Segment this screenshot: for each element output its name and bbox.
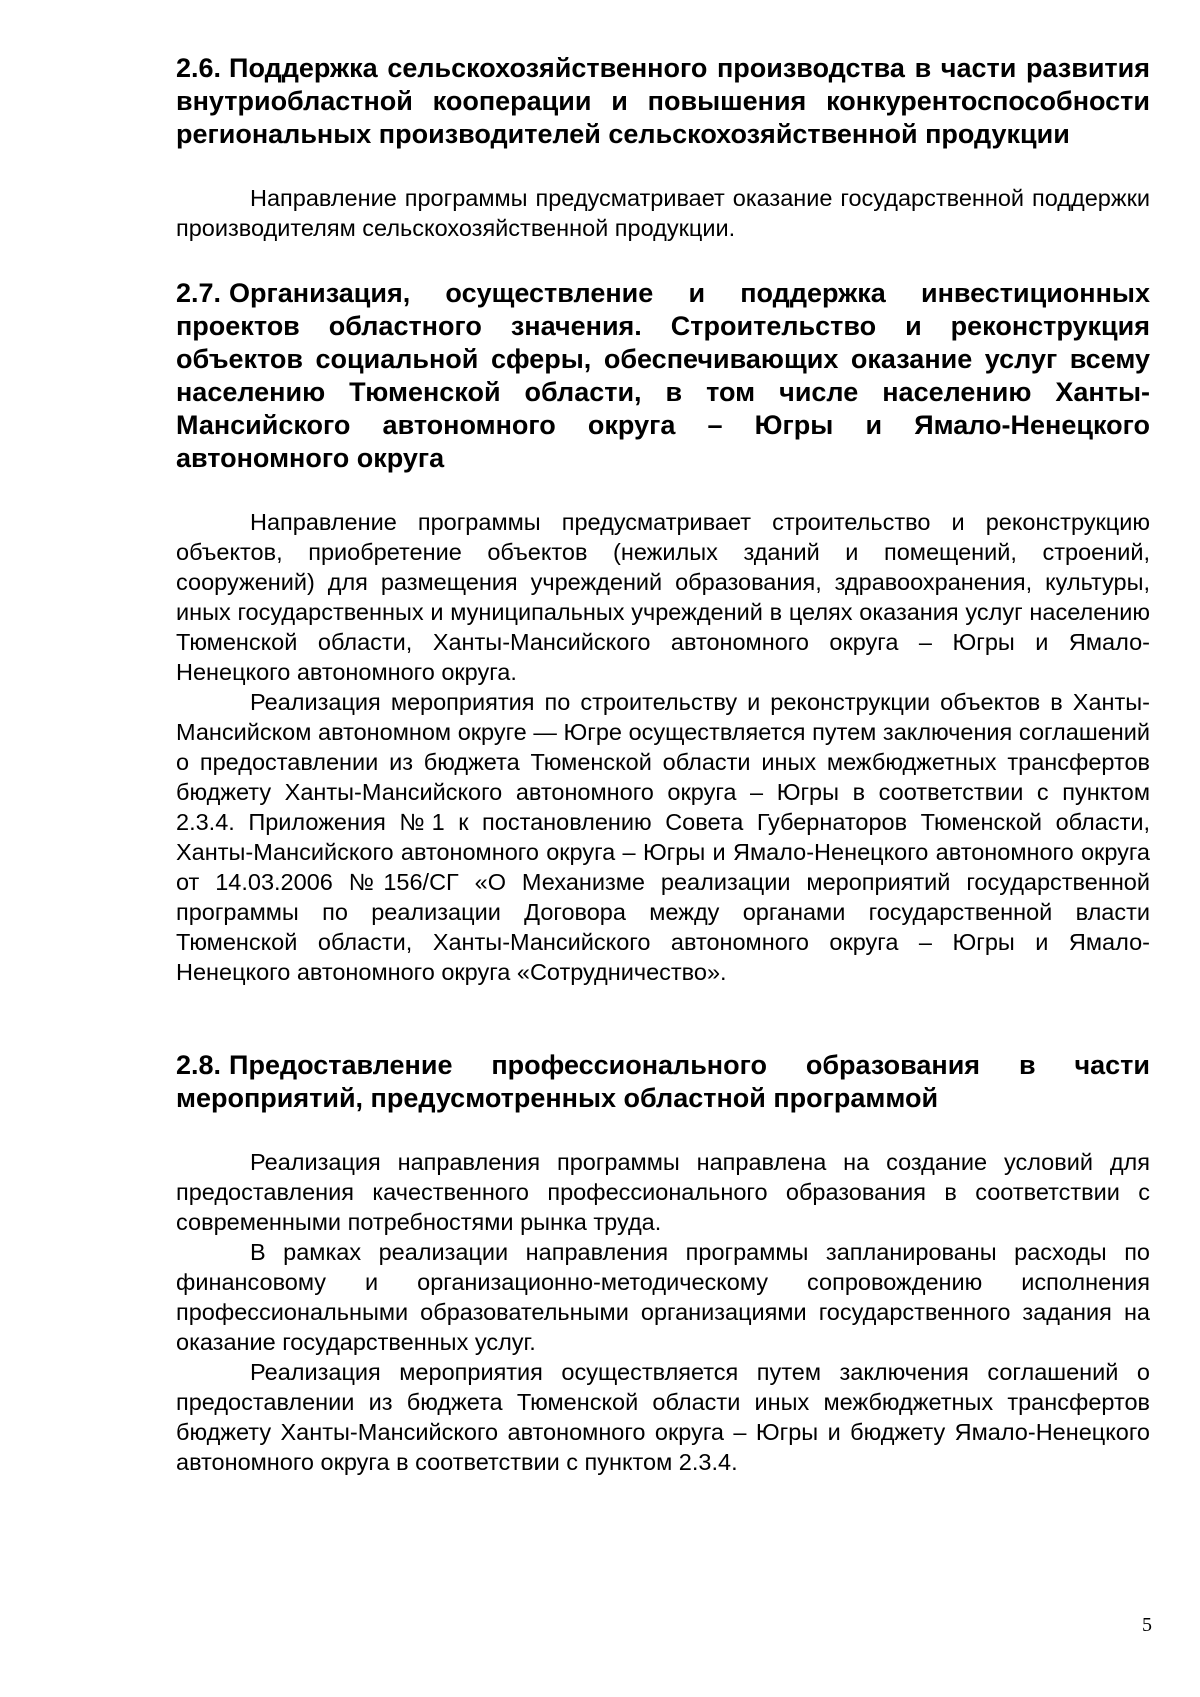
section-2-6-title bbox=[176, 52, 1150, 151]
paragraph: В рамках реализации направления программы запланированы расходы по финансовому и организационно-методическому сопровождению исполнения профессиональными образовательными организациями государственного задания на оказание государственных услуг. bbox=[176, 1239, 1150, 1355]
paragraph: Направление программы предусматривает строительство и реконструкцию объектов, приобретение объектов (нежилых зданий и помещений, строений, сооружений) для размещения учреждений образования, здравоохранения, культуры, иных государственных и муниципальных учреждений в целях оказания услуг населению Тюменской области, Ханты-Мансийского автономного округа – Югры и Ямало-Ненецкого автономного округа. bbox=[176, 509, 1150, 685]
page-number: 5 bbox=[1142, 1614, 1152, 1636]
section-number: 2.8. bbox=[176, 1050, 222, 1080]
section-number: 2.6. bbox=[176, 53, 222, 83]
paragraph: Направление программы предусматривает оказание государственной поддержки производителям сельскохозяйственной продукции. bbox=[176, 185, 1150, 241]
section-2-7-title bbox=[176, 277, 1150, 475]
paragraph: Реализация направления программы направлена на создание условий для предоставления качественного профессионального образования в соответствии с современными потребностями рынка труда. bbox=[176, 1149, 1150, 1235]
document-page bbox=[176, 52, 1150, 1477]
section-2-8-title bbox=[176, 1049, 1150, 1115]
paragraph: Реализация мероприятия по строительству и реконструкции объектов в Ханты-Мансийском автономном округе — Югре осуществляется путем заключения соглашений о предоставлении из бюджета Тюменской области иных межбюджетных трансфертов бюджету Ханты-Мансийского автономного округа – Югры в соответствии с пунктом 2.3.4. Приложения №1 к постановлению Совета Губернаторов Тюменской области, Ханты-Мансийского автономного округа – Югры и Ямало-Ненецкого автономного округа от 14.03.2006 №156/СГ «О Механизме реализации мероприятий государственной программы по реализации Договора между органами государственной власти Тюменской области, Ханты-Мансийского автономного округа – Югры и Ямало-Ненецкого автономного округа «Сотрудничество». bbox=[176, 689, 1150, 985]
section-number: 2.7. bbox=[176, 278, 222, 308]
section-title-text: Предоставление профессионального образования в части мероприятий, предусмотренных областной программой bbox=[176, 1050, 1150, 1113]
section-title-text: Организация, осуществление и поддержка инвестиционных проектов областного значения. Строительство и реконструкция объектов социальной сферы, обеспечивающих оказание услуг всему населению Тюменской области, в том числе населению Ханты-Мансийского автономного округа – Югры и Ямало-Ненецкого автономного округа bbox=[176, 278, 1150, 473]
paragraph: Реализация мероприятия осуществляется путем заключения соглашений о предоставлении из бюджета Тюменской области иных межбюджетных трансфертов бюджету Ханты-Мансийского автономного округа – Югры и бюджету Ямало-Ненецкого автономного округа в соответствии с пунктом 2.3.4. bbox=[176, 1359, 1150, 1475]
section-title-text: Поддержка сельскохозяйственного производства в части развития внутриобластной кооперации и повышения конкурентоспособности региональных производителей сельскохозяйственной продукции bbox=[176, 53, 1150, 149]
